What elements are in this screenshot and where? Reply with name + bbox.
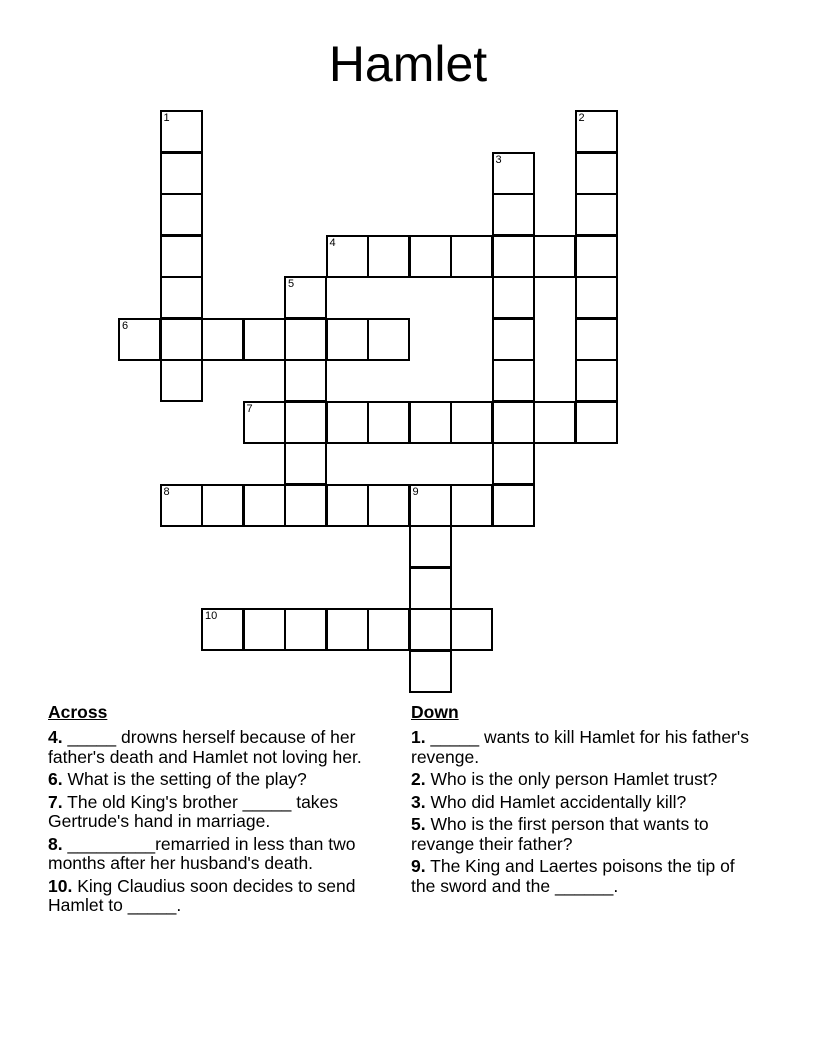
grid-cell[interactable]	[326, 318, 369, 361]
clue-text: What is the setting of the play?	[67, 769, 307, 789]
cell-number: 4	[329, 236, 336, 249]
clue-across-6	[48, 770, 404, 790]
clue-down-9	[411, 857, 756, 896]
clue-number: 5.	[411, 814, 426, 834]
grid-cell[interactable]	[409, 235, 452, 278]
clue-text: _____ wants to kill Hamlet for his father's revenge.	[411, 727, 749, 767]
grid-cell[interactable]	[575, 152, 618, 195]
grid-cell[interactable]	[243, 484, 286, 527]
grid-cell[interactable]	[409, 525, 452, 568]
grid-cell[interactable]	[160, 193, 203, 236]
clue-text: The King and Laertes poisons the tip of the sword and the ______.	[411, 856, 735, 896]
grid-cell[interactable]	[492, 276, 535, 319]
grid-cell[interactable]	[284, 608, 327, 651]
grid-cell[interactable]	[575, 110, 618, 153]
grid-cell[interactable]	[160, 359, 203, 402]
grid-cell[interactable]	[409, 608, 452, 651]
cell-number: 7	[246, 402, 253, 415]
clue-number: 7.	[48, 791, 63, 812]
grid-cell[interactable]	[243, 318, 286, 361]
clue-number: 9.	[411, 856, 426, 876]
clue-down-5	[411, 815, 756, 854]
grid-cell[interactable]	[284, 276, 327, 319]
grid-cell[interactable]	[160, 484, 203, 527]
clue-down-2	[411, 770, 756, 790]
grid-cell[interactable]	[326, 235, 369, 278]
clue-down-1	[411, 728, 756, 767]
grid-cell[interactable]	[450, 401, 493, 444]
grid-cell[interactable]	[160, 276, 203, 319]
grid-cell[interactable]	[367, 484, 410, 527]
grid-cell[interactable]	[533, 235, 576, 278]
clue-number: 2.	[411, 769, 426, 789]
grid-cell[interactable]	[243, 401, 286, 444]
grid-cell[interactable]	[492, 401, 535, 444]
clue-text: _____ drowns herself because of her father's death and Hamlet not loving her.	[48, 727, 362, 767]
grid-cell[interactable]	[201, 484, 244, 527]
clue-text: Who is the first person that wants to revange their father?	[411, 814, 709, 854]
grid-cell[interactable]	[284, 442, 327, 485]
cell-number: 9	[412, 485, 419, 498]
grid-cell[interactable]	[409, 650, 452, 693]
grid-cell[interactable]	[160, 318, 203, 361]
grid-cell[interactable]	[450, 484, 493, 527]
grid-cell[interactable]	[326, 401, 369, 444]
clue-across-4	[48, 728, 404, 767]
clue-text: Who did Hamlet accidentally kill?	[430, 791, 687, 812]
grid-cell[interactable]	[575, 235, 618, 278]
cell-number: 10	[205, 610, 218, 622]
cell-number: 2	[578, 112, 585, 124]
grid-cell[interactable]	[409, 401, 452, 444]
grid-cell[interactable]	[118, 318, 161, 361]
grid-cell[interactable]	[367, 235, 410, 278]
grid-cell[interactable]	[492, 318, 535, 361]
clue-text: King Claudius soon decides to send Hamlet to _____.	[48, 875, 356, 915]
down-heading: Down	[411, 702, 459, 722]
puzzle-title: Hamlet	[328, 36, 488, 92]
clue-text: The old King's brother _____ takes Gertrude's hand in marriage.	[48, 791, 339, 831]
grid-cell[interactable]	[326, 484, 369, 527]
grid-cell[interactable]	[160, 152, 203, 195]
grid-cell[interactable]	[492, 359, 535, 402]
grid-cell[interactable]	[450, 608, 493, 651]
grid-cell[interactable]	[284, 401, 327, 444]
clue-across-8	[48, 835, 404, 874]
clue-text: Who is the only person Hamlet trust?	[430, 769, 718, 789]
cell-number: 3	[495, 153, 502, 166]
cell-number: 8	[163, 485, 170, 498]
across-heading: Across	[48, 702, 108, 722]
clue-number: 10.	[48, 875, 73, 896]
grid-cell[interactable]	[284, 484, 327, 527]
grid-cell[interactable]	[409, 567, 452, 610]
grid-cell[interactable]	[533, 401, 576, 444]
grid-cell[interactable]	[492, 193, 535, 236]
clue-across-7	[48, 793, 404, 832]
grid-cell[interactable]	[575, 318, 618, 361]
grid-cell[interactable]	[492, 235, 535, 278]
cell-number: 5	[288, 278, 295, 290]
clue-across-10	[48, 877, 404, 916]
grid-cell[interactable]	[492, 152, 535, 195]
across-clues	[48, 702, 404, 919]
grid-cell[interactable]	[367, 401, 410, 444]
clue-number: 1.	[411, 727, 426, 747]
grid-cell[interactable]	[201, 608, 244, 651]
grid-cell[interactable]	[243, 608, 286, 651]
clue-number: 6.	[48, 769, 63, 789]
clue-text: _________remarried in less than two months after her husband's death.	[48, 833, 356, 873]
cell-number: 1	[163, 112, 170, 124]
grid-cell[interactable]	[326, 608, 369, 651]
grid-cell[interactable]	[160, 235, 203, 278]
clue-down-3	[411, 793, 756, 813]
grid-cell[interactable]	[492, 484, 535, 527]
grid-cell[interactable]	[575, 359, 618, 402]
grid-cell[interactable]	[284, 359, 327, 402]
grid-cell[interactable]	[367, 608, 410, 651]
cell-number: 6	[122, 319, 129, 332]
grid-cell[interactable]	[284, 318, 327, 361]
grid-cell[interactable]	[575, 276, 618, 319]
grid-cell[interactable]	[160, 110, 203, 153]
clue-number: 4.	[48, 727, 63, 747]
grid-cell[interactable]	[575, 401, 618, 444]
grid-cell[interactable]	[450, 235, 493, 278]
clue-number: 3.	[411, 791, 426, 812]
grid-cell[interactable]	[575, 193, 618, 236]
grid-cell[interactable]	[201, 318, 244, 361]
grid-cell[interactable]	[409, 484, 452, 527]
down-clues	[411, 702, 756, 899]
clue-number: 8.	[48, 833, 63, 854]
grid-cell[interactable]	[492, 442, 535, 485]
grid-cell[interactable]	[367, 318, 410, 361]
